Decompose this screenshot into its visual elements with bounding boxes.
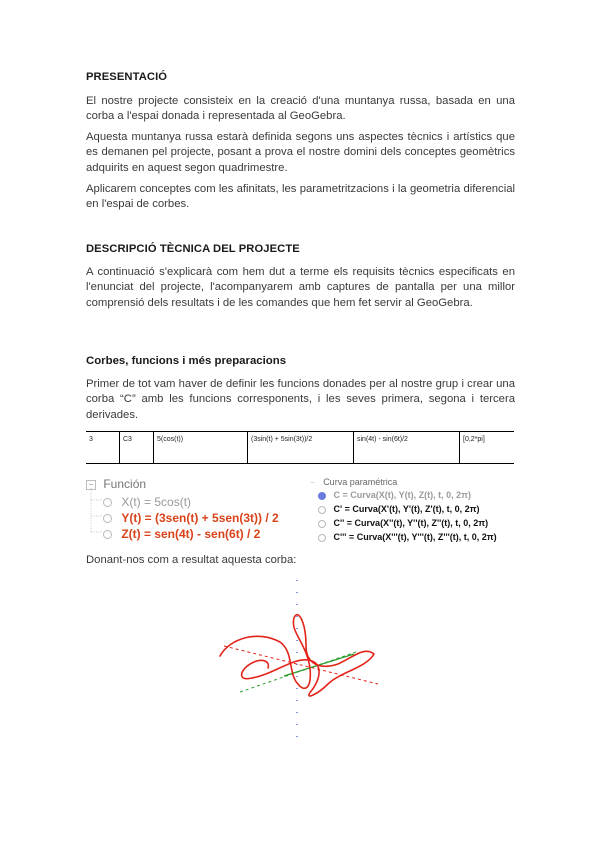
curva-item-label: C = Curva(X(t), Y(t), Z(t), t, 0, 2π)	[333, 490, 471, 500]
table-cell: 5(cos(t))	[154, 432, 248, 464]
subsection-heading-corbes: Corbes, funcions i més preparacions	[86, 355, 287, 367]
paragraph-presentacio-2: Aquesta muntanya russa estarà definida segons uns aspectes tècnics i artístics que es demanen pel projecte, posant a prova el nostre domini dels conceptes geomètrics adquirits en aquest segon quadrimestre.	[86, 131, 515, 174]
paragraph-result: Donant-nos com a resultat aquesta corba:	[86, 554, 297, 566]
curva-item-c[interactable]	[318, 490, 471, 500]
funcion-title: Función	[103, 477, 147, 491]
table-row	[86, 432, 514, 464]
paragraph-descripcio: A continuació s'explicarà com hem dut a terme els requisits tècnics especificats en l'enunciat del projecte, l'acompanyarem amb captures de pantalla per una millor comprensió dels resultats i de les comandes que hem fet servir al GeoGebra.	[86, 266, 515, 309]
table-cell: 3	[86, 432, 120, 464]
visibility-toggle-icon[interactable]	[318, 534, 326, 542]
visibility-toggle-icon[interactable]	[103, 498, 112, 507]
funcion-item-z[interactable]	[103, 527, 260, 541]
curva-item-label: C'' = Curva(X''(t), Y''(t), Z''(t), t, 0, 2π)	[333, 518, 489, 528]
curva-algebra-panel	[310, 475, 520, 545]
collapse-icon[interactable]: −	[310, 478, 315, 487]
section-heading-presentacio: PRESENTACIÓ	[86, 71, 168, 83]
funcion-item-y[interactable]	[103, 511, 279, 525]
curva-group-header	[310, 477, 397, 487]
curva-item-label: C' = Curva(X'(t), Y'(t), Z'(t), t, 0, 2π)	[333, 504, 480, 514]
curva-item-c3[interactable]	[318, 532, 497, 542]
curva-item-c1[interactable]	[318, 504, 480, 514]
curve-3d-figure	[210, 572, 390, 752]
curva-item-c2[interactable]	[318, 518, 488, 528]
collapse-icon[interactable]: −	[86, 480, 96, 490]
curva-title: Curva paramétrica	[323, 477, 398, 487]
section-heading-descripcio: DESCRIPCIÓ TÈCNICA DEL PROJECTE	[86, 243, 300, 255]
funcion-item-x[interactable]	[103, 495, 191, 509]
visibility-toggle-icon[interactable]	[103, 514, 112, 523]
visibility-toggle-icon[interactable]	[318, 520, 326, 528]
visibility-toggle-icon[interactable]	[318, 506, 326, 514]
paragraph-corbes: Primer de tot vam haver de definir les funcions donades per al nostre grup i crear una corba “C” amb les funcions corresponents, i les seves primera, segona i tercera derivades.	[86, 378, 515, 421]
visibility-toggle-icon[interactable]	[318, 492, 326, 500]
table-cell: C3	[120, 432, 154, 464]
functions-table	[86, 431, 514, 464]
curva-item-label: C''' = Curva(X'''(t), Y'''(t), Z'''(t), t, 0, 2π)	[333, 532, 497, 542]
funcion-item-label: X(t) = 5cos(t)	[121, 495, 192, 509]
table-cell: [0,2*pi]	[460, 432, 515, 464]
table-cell: (3sin(t) + 5sin(3t))/2	[248, 432, 354, 464]
table-cell: sin(4t) - sin(6t)/2	[354, 432, 460, 464]
funcion-item-label: Y(t) = (3sen(t) + 5sen(3t)) / 2	[121, 511, 279, 525]
paragraph-presentacio-3: Aplicarem conceptes com les afinitats, les parametritzacions i la geometria diferencial en l'espai de corbes.	[86, 183, 515, 211]
paragraph-presentacio-1: El nostre projecte consisteix en la creació d'una muntanya russa, basada en una corba a l'espai donada i representada al GeoGebra.	[86, 95, 515, 123]
funcion-item-label: Z(t) = sen(4t) - sen(6t) / 2	[121, 527, 261, 541]
funcion-algebra-panel	[86, 475, 296, 545]
visibility-toggle-icon[interactable]	[103, 530, 112, 539]
